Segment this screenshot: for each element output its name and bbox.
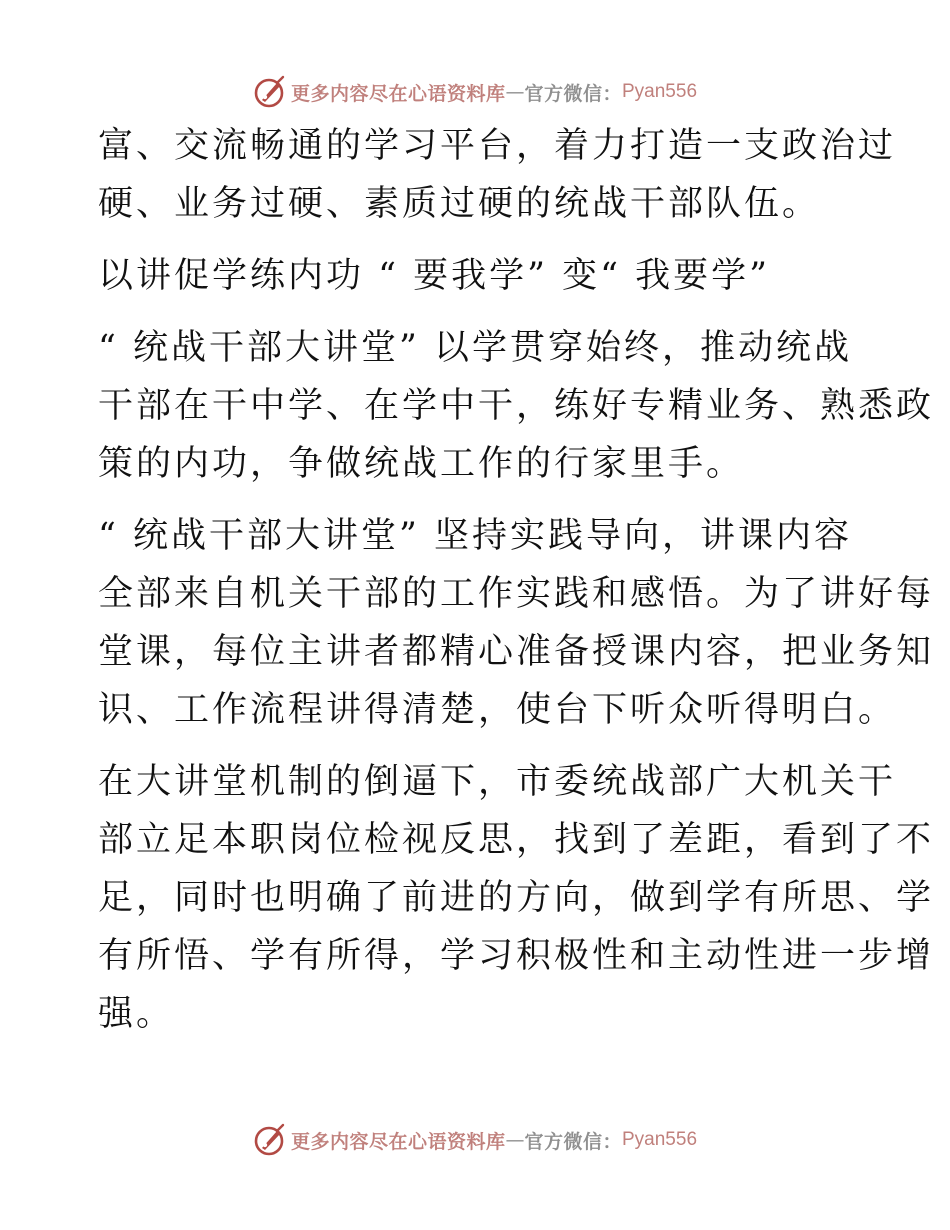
quill-logo-icon <box>253 75 287 109</box>
quill-logo-icon <box>253 1123 287 1157</box>
document-body <box>98 117 935 1057</box>
banner-separator: — <box>505 1129 525 1151</box>
text-line: 全部来自机关干部的工作实践和感悟。为了讲好每 <box>98 574 935 614</box>
text-line: 以讲促学练内功 “ 要我学” 变“ 我要学” <box>98 256 771 296</box>
text-line: 在大讲堂机制的倒逼下，市委统战部广大机关干 <box>98 762 897 802</box>
paragraph-5 <box>98 753 935 1043</box>
site-name: 更多内容尽在心语资料库 <box>290 1130 506 1153</box>
footer-banner <box>0 1120 950 1160</box>
text-line: 硬、业务过硬、素质过硬的统战干部队伍。 <box>98 184 821 224</box>
wechat-label: 官方微信： <box>524 1130 622 1153</box>
text-line: 干部在干中学、在学中干，练好专精业务、熟悉政 <box>98 386 935 426</box>
banner-separator: — <box>505 81 525 103</box>
text-line: 策的内功，争做统战工作的行家里手。 <box>98 444 745 484</box>
text-line: 富、交流畅通的学习平台，着力打造一支政治过 <box>98 126 897 166</box>
text-line: 强。 <box>98 994 175 1034</box>
paragraph-4 <box>98 507 935 739</box>
site-name: 更多内容尽在心语资料库 <box>290 82 506 105</box>
text-line: 堂课，每位主讲者都精心准备授课内容，把业务知 <box>98 632 935 672</box>
section-heading <box>98 247 858 305</box>
text-line: 识、工作流程讲得清楚，使台下听众听得明白。 <box>98 690 897 730</box>
text-line: 部立足本职岗位检视反思，找到了差距，看到了不 <box>98 820 935 860</box>
text-line: “ 统战干部大讲堂” 坚持实践导向，讲课内容 <box>98 516 853 556</box>
wechat-id: Pyan556 <box>622 1129 698 1150</box>
paragraph-3 <box>98 319 935 493</box>
text-line: “ 统战干部大讲堂” 以学贯穿始终，推动统战 <box>98 328 853 368</box>
header-banner <box>0 72 950 112</box>
paragraph-1 <box>98 117 897 233</box>
wechat-id: Pyan556 <box>622 81 698 102</box>
text-line: 足，同时也明确了前进的方向，做到学有所思、学 <box>98 878 935 918</box>
text-line: 有所悟、学有所得，学习积极性和主动性进一步增 <box>98 936 935 976</box>
wechat-label: 官方微信： <box>524 82 622 105</box>
